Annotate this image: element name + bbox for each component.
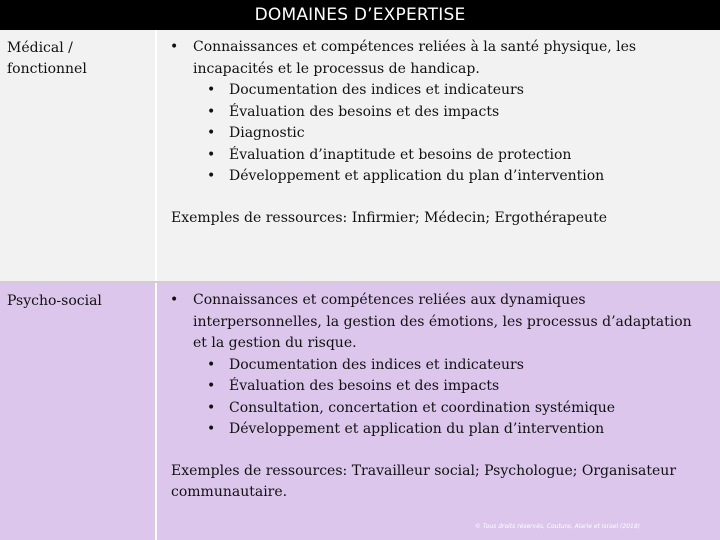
examples-text: : Infirmier; Médecin; Ergothérapeute bbox=[342, 209, 607, 226]
sub-item: • Évaluation des besoins et des impacts bbox=[167, 376, 710, 398]
main-item-text: Connaissances et compétences reliées à la santé physique, les incapacités et le processus de handicap. bbox=[193, 39, 637, 77]
sub-item: • Diagnostic bbox=[167, 123, 710, 145]
main-item bbox=[167, 290, 710, 441]
domain-label: Médical / fonctionnel bbox=[0, 30, 157, 281]
page-title: DOMAINES D’EXPERTISE bbox=[0, 0, 720, 30]
table-row bbox=[0, 30, 720, 283]
examples-label: Exemples de ressources bbox=[171, 462, 343, 479]
copyright-note: © Tous droits réservés, Couture, Alarie et Israel (2018) bbox=[474, 523, 640, 530]
sub-item: • Évaluation des besoins et des impacts bbox=[167, 102, 710, 124]
examples-label: Exemples de ressources bbox=[171, 209, 343, 226]
domain-description bbox=[157, 30, 720, 281]
sub-item: • Développement et application du plan d’intervention bbox=[167, 419, 710, 441]
domain-description bbox=[157, 283, 720, 540]
examples bbox=[167, 208, 710, 230]
examples-text: : Travailleur social; Psychologue; Organisateur communautaire. bbox=[171, 462, 677, 500]
domain-label: Psycho-social bbox=[0, 283, 157, 540]
sub-item: • Développement et application du plan d’intervention bbox=[167, 166, 710, 188]
sub-item: • Documentation des indices et indicateurs bbox=[167, 80, 710, 102]
sub-list bbox=[193, 355, 710, 441]
main-list bbox=[167, 37, 710, 188]
examples bbox=[167, 461, 710, 504]
main-list bbox=[167, 290, 710, 441]
table-row bbox=[0, 283, 720, 540]
sub-item: • Évaluation d’inaptitude et besoins de protection bbox=[167, 145, 710, 167]
sub-item: • Consultation, concertation et coordination systémique bbox=[167, 398, 710, 420]
sub-item: • Documentation des indices et indicateurs bbox=[167, 355, 710, 377]
main-item bbox=[167, 37, 710, 188]
sub-list bbox=[193, 80, 710, 188]
main-item-text: Connaissances et compétences reliées aux dynamiques interpersonnelles, la gestion des émotions, les processus d’adaptation et la gestion du risque. bbox=[193, 292, 692, 351]
